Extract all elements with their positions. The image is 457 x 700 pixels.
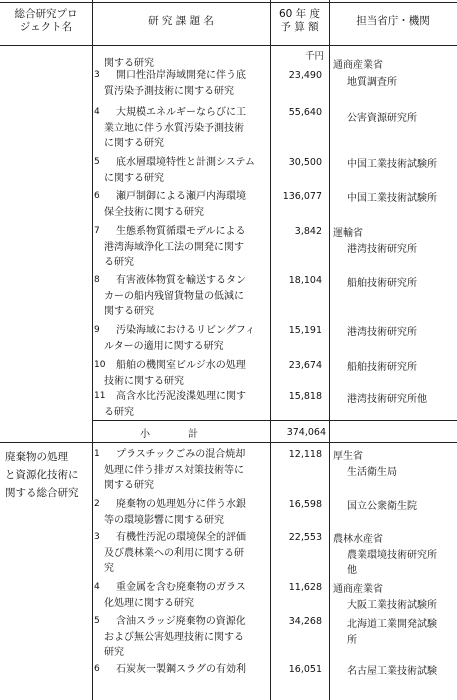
task-title-line: [94, 273, 270, 289]
task-title-line: 化処理に関する研究: [104, 597, 194, 609]
task-number: 6: [94, 664, 100, 674]
task-title-line: 関する研究: [104, 58, 154, 69]
task-title-line: 等の環境影響に関する研究: [104, 514, 224, 526]
task-title: [94, 580, 270, 611]
budget-value: 3,842: [294, 226, 322, 237]
ministry-line: 農業環境技術研究所: [347, 549, 437, 561]
task-title: [94, 662, 270, 678]
task-title-line: 究: [104, 563, 114, 575]
ministry-cell: [333, 532, 455, 579]
task-title-line: に関する研究: [104, 138, 164, 150]
ministry-line: 国立公衆衛生院: [347, 501, 417, 512]
task-title-line: カーの船内残留貨物量の低減に: [104, 290, 244, 302]
task-title-line: [94, 358, 270, 374]
task-number: 7: [94, 226, 100, 236]
ministry-line: 中国工業技術試験所: [347, 159, 437, 170]
task-title-line: 関する研究: [104, 480, 154, 492]
ministry-line: 大阪工業技術試験所: [347, 599, 437, 611]
task-title: [94, 224, 270, 271]
task-title-text: プラスチックごみの混合焼却: [116, 449, 246, 460]
col-divider-2: [270, 0, 271, 700]
subtotal-label: 小 計: [140, 429, 200, 440]
header-budget: [270, 8, 329, 34]
task-title: [94, 447, 270, 494]
task-number: 4: [94, 107, 100, 117]
task-title-line: る研究: [104, 257, 134, 269]
ministry-cell: [333, 276, 455, 292]
ministry-line: 厚生省: [333, 451, 363, 462]
budget-value: 34,268: [288, 616, 322, 627]
task-title-line: [94, 614, 270, 630]
task-number: 5: [94, 616, 100, 626]
task-number: 5: [94, 157, 100, 167]
ministry-cell: [333, 617, 455, 648]
header-budget-line2: 予 算 額: [280, 21, 319, 33]
task-title-line: 研究: [104, 647, 124, 659]
task-title-line: [94, 662, 270, 678]
task-title-line: [94, 155, 270, 171]
task-title-line: [94, 105, 270, 121]
top-border: [0, 2, 457, 3]
budget-value: 11,628: [288, 582, 322, 593]
ministry-cell: [333, 582, 455, 613]
budget-value: 12,118: [288, 449, 322, 460]
project-name-line2: と資源化技術に: [5, 469, 79, 481]
unit-label: 千円: [305, 51, 325, 62]
task-title-text: 重金属を含む廃棄物のガラス: [116, 582, 246, 593]
task-title-line: に関する研究: [104, 172, 164, 184]
task-title-text: 生態系物質循環モデルによる: [116, 226, 246, 237]
ministry-cell: [333, 191, 455, 207]
header-project-line2: ジェクト名: [19, 21, 73, 33]
col-divider-3: [329, 0, 330, 700]
ministry-cell: [333, 449, 455, 480]
task-title-text: 有機性汚泥の環境保全的評価: [116, 532, 246, 543]
task-title: [94, 530, 270, 577]
ministry-cell: [333, 58, 455, 74]
task-number: 6: [94, 191, 100, 201]
task-title: [94, 389, 270, 420]
budget-value: 23,674: [288, 360, 322, 371]
budget-value: 16,051: [288, 664, 322, 675]
header-divider: [0, 45, 457, 46]
ministry-line: 通商産業省: [333, 584, 383, 595]
task-title: [94, 105, 270, 152]
budget-value: 16,598: [288, 499, 322, 510]
section2-project-name: [5, 448, 79, 502]
task-title-line: [94, 447, 270, 463]
project-name-line1: 廃棄物の処理: [5, 451, 68, 463]
ministry-cell: [333, 392, 455, 408]
task-title-text: 含油スラッジ廃棄物の資源化: [116, 616, 246, 627]
ministry-line: 港湾技術研究所他: [347, 394, 427, 405]
task-title-text: 有害液体物質を輸送するタン: [116, 275, 246, 286]
task-title-line: ルターの適用に関する研究: [104, 340, 224, 352]
task-title-line: および無公害処理技術に関する: [104, 631, 244, 643]
header-project: [0, 8, 92, 34]
task-title-line: る研究: [104, 406, 134, 418]
budget-value: 23,490: [288, 70, 322, 81]
col-divider-1: [92, 0, 93, 700]
task-title-line: 処理に伴う排ガス対策技術等に: [104, 464, 244, 476]
task-title: [94, 614, 270, 661]
ministry-line: 生活衛生局: [347, 466, 397, 478]
task-title-line: 技術に関する研究: [104, 375, 184, 387]
ministry-line: 名古屋工業技術試験: [347, 666, 437, 677]
task-number: 1: [94, 449, 100, 459]
budget-value: 30,500: [288, 157, 322, 168]
task-title-line: [94, 497, 270, 513]
task-title-line: [94, 189, 270, 205]
task-title: [94, 497, 270, 528]
task-title-line: [94, 323, 270, 339]
budget-value: 18,104: [288, 275, 322, 286]
task-title: [94, 273, 270, 320]
budget-value: 15,191: [288, 325, 322, 336]
ministry-line: 所: [347, 634, 357, 646]
task-title-text: 瀬戸制御による瀬戸内海環境: [116, 191, 246, 202]
task-number: 8: [94, 275, 100, 285]
task-number: 2: [94, 499, 100, 509]
ministry-cell: [333, 499, 455, 515]
task-title-line: [94, 389, 270, 405]
ministry-line: 通商産業省: [333, 60, 383, 71]
task-title-line: [94, 224, 270, 240]
ministry-line: 港湾技術研究所: [347, 243, 417, 255]
task-number: 3: [94, 532, 100, 542]
ministry-line: 運輸省: [333, 228, 363, 239]
task-title-line: [94, 530, 270, 546]
ministry-line: 港湾技術研究所: [347, 327, 417, 338]
ministry-cell: [333, 157, 455, 173]
header-ministry: 担当省庁・機関: [356, 15, 430, 27]
task-title-line: 関する研究: [104, 306, 154, 318]
ministry-cell: [333, 664, 455, 680]
task-title-line: 質汚染予測技術に関する研究: [104, 85, 234, 97]
task-title-text: 廃棄物の処理処分に伴う水銀: [116, 499, 246, 510]
task-title-text: 底水層環境特性と計測システム: [116, 157, 255, 168]
ministry-cell: [333, 75, 455, 91]
header-budget-line1: 60 年 度: [278, 8, 321, 20]
budget-value: 22,553: [288, 532, 322, 543]
task-title-line: 業立地に伴う水質汚染予測技術: [104, 122, 244, 134]
subtotal-value: 374,064: [286, 427, 326, 438]
budget-value: 55,640: [288, 107, 322, 118]
header-title: 研 究 課 題 名: [148, 15, 214, 27]
budget-value: 15,818: [288, 391, 322, 402]
task-title-text: 汚染海域におけるリビングフィ: [116, 325, 255, 336]
task-number: 11: [94, 391, 106, 401]
task-number: 10: [94, 360, 106, 370]
task-title-text: 船舶の機関室ビルジ水の処理: [116, 360, 246, 371]
task-title-text: 高含水比汚泥浚渫処理に関す: [116, 391, 246, 402]
task-title: [94, 189, 270, 220]
task-title-text: 大規模エネルギーならびに工: [116, 107, 246, 118]
header-project-line1: 総合研究プロ: [14, 8, 78, 20]
ministry-cell: [333, 111, 455, 127]
task-title-line: [94, 580, 270, 596]
ministry-cell: [333, 325, 455, 341]
task-title-line: [94, 68, 270, 84]
task-title: [94, 68, 270, 99]
section-divider: [0, 442, 457, 443]
task-number: 9: [94, 325, 100, 335]
task-title-text: 石炭灰一製鋼スラグの有効利: [116, 664, 246, 675]
task-title-line: 港湾海域浄化工法の開発に関す: [104, 241, 244, 253]
task-title-line: 保全技術に関する研究: [104, 206, 204, 218]
ministry-line: 中国工業技術試験所: [347, 193, 437, 204]
ministry-line: 船舶技術研究所: [347, 278, 417, 289]
ministry-line: 公害資源研究所: [347, 113, 417, 124]
project-name-line3: 関する総合研究: [5, 487, 79, 499]
ministry-line: 他: [347, 565, 357, 577]
task-number: 4: [94, 582, 100, 592]
ministry-line: 地質調査所: [347, 77, 397, 88]
task-title: [94, 358, 270, 389]
ministry-cell: [333, 360, 455, 376]
task-title-line: 及び農林業への利用に関する研: [104, 547, 244, 559]
task-title: [94, 155, 270, 186]
task-title: [94, 323, 270, 354]
task-title-text: 開口性沿岸海域開発に伴う底: [116, 70, 246, 81]
budget-value: 136,077: [282, 191, 322, 202]
ministry-line: 船舶技術研究所: [347, 362, 417, 373]
ministry-line: 北海道工業開発試験: [347, 619, 437, 630]
task-number: 3: [94, 70, 100, 80]
ministry-cell: [333, 226, 455, 257]
ministry-line: 農林水産省: [333, 534, 383, 545]
